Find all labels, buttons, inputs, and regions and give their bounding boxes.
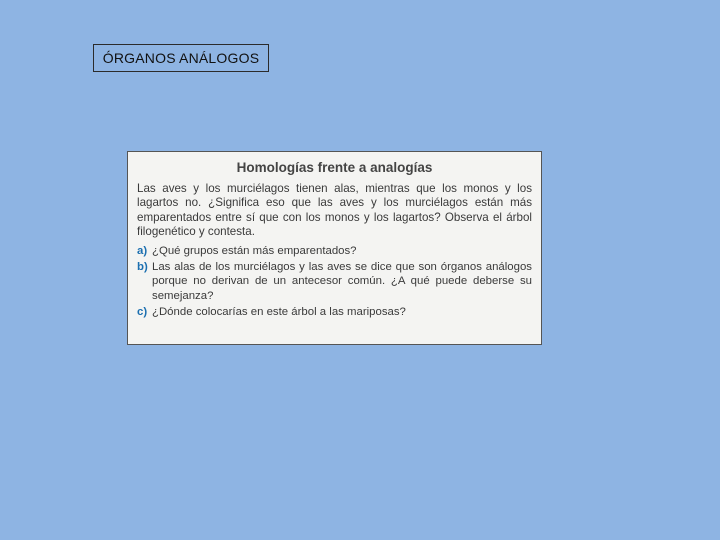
question-text: Las alas de los murciélagos y las aves se dice que son órganos análogos porque no derivan de un antecesor común. ¿A qué puede deberse su semejanza? — [152, 261, 532, 302]
question-letter: c) — [137, 306, 148, 319]
excerpt-heading: Homologías frente a analogías — [236, 160, 433, 175]
question-text: ¿Dónde colocarías en este árbol a las mariposas? — [152, 306, 406, 319]
slide-title — [93, 44, 269, 72]
question-text: ¿Qué grupos están más emparentados? — [152, 244, 357, 257]
textbook-excerpt — [127, 151, 542, 345]
question-b — [137, 260, 532, 303]
excerpt-intro: Las aves y los murciélagos tienen alas, mientras que los monos y los lagartos no. ¿Significa eso que las aves y los murciélagos están más emparentados entre sí que con los monos y los lagartos? Observa el árbol filogenético y contesta. — [137, 182, 532, 239]
question-c — [137, 305, 532, 319]
question-letter: b) — [137, 261, 148, 274]
slide-title-text: ÓRGANOS ANÁLOGOS — [102, 50, 260, 66]
question-letter: a) — [137, 244, 148, 257]
question-a — [137, 244, 532, 258]
